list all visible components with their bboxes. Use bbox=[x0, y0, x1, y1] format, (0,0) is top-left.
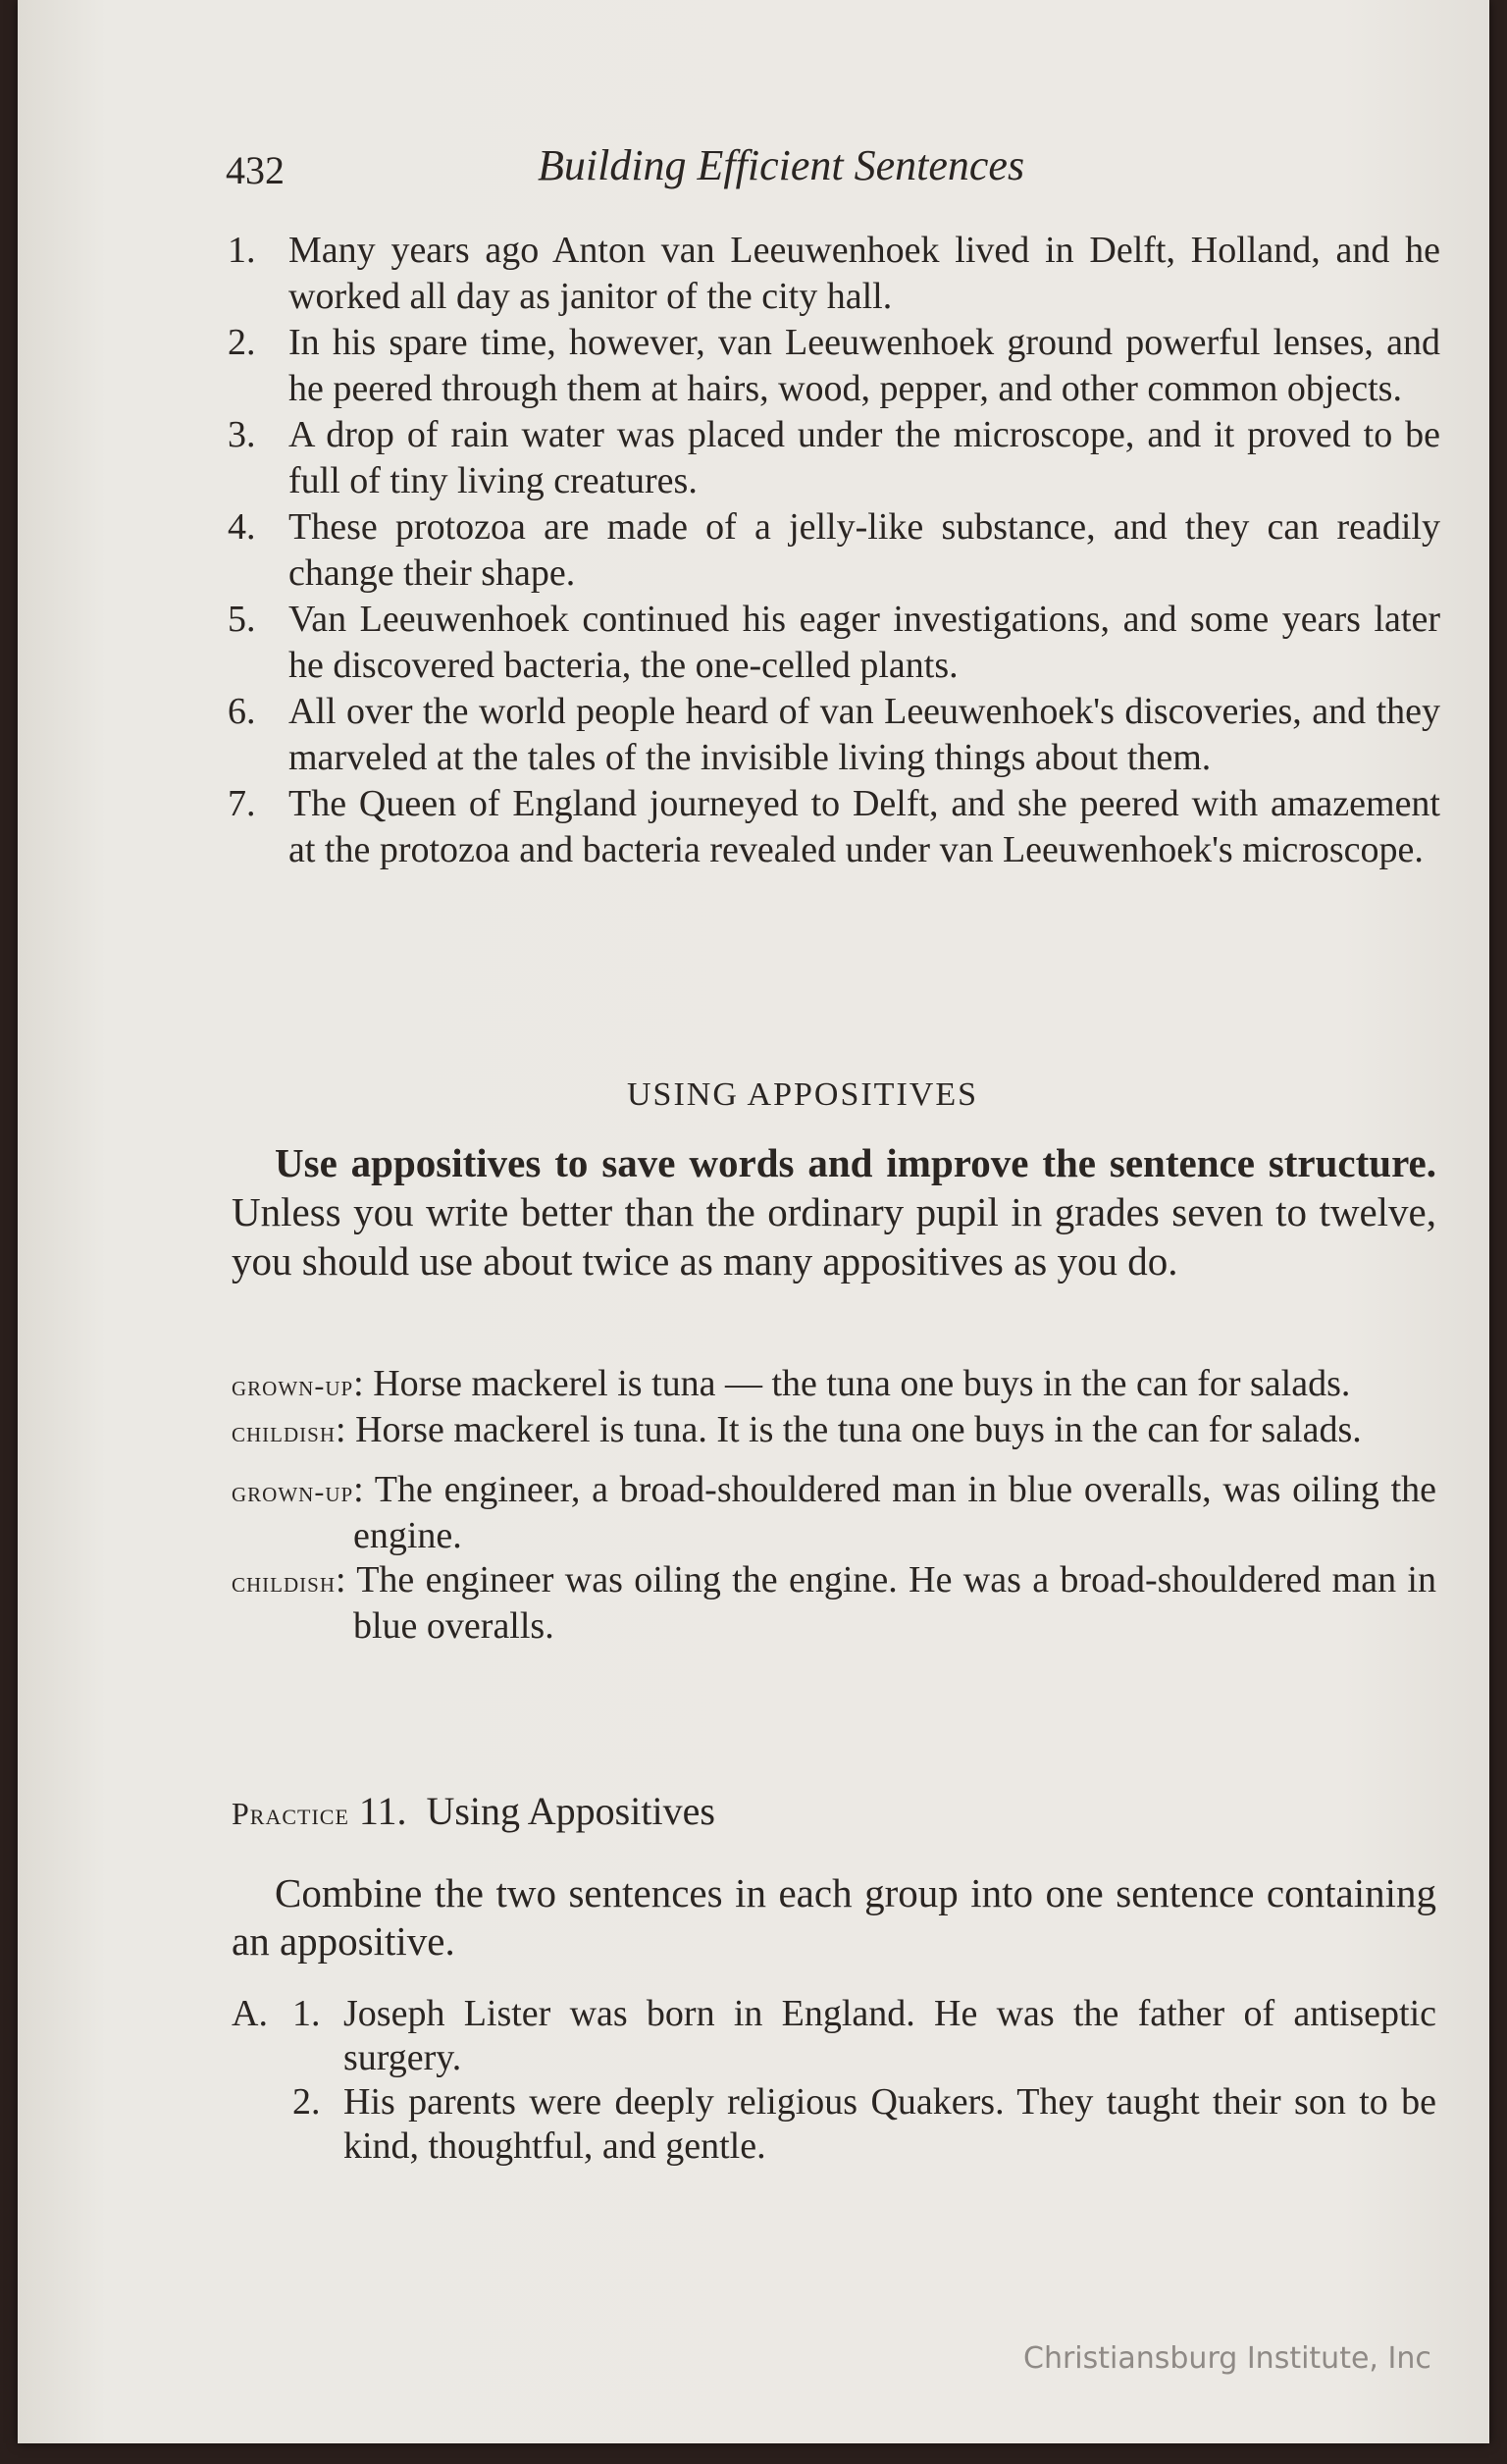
example-childish: childish: Horse mackerel is tuna. It is the tuna one buys in the can for salads. bbox=[232, 1409, 1362, 1450]
item-text: Van Leeuwenhoek continued his eager investigations, and some years later he discovered bacteria, the one-celled plants. bbox=[288, 599, 1440, 686]
practice-label: Practice bbox=[232, 1796, 349, 1831]
item-number: 1. bbox=[228, 230, 256, 271]
practice-title bbox=[232, 1788, 715, 1834]
intro-rest: Unless you write better than the ordinary pupil in grades seven to twelve, you should use about twice as many appositives as you do. bbox=[232, 1189, 1436, 1284]
item-number: 2. bbox=[292, 2081, 321, 2123]
practice-instructions: Combine the two sentences in each group into one sentence containing an appositive. bbox=[232, 1870, 1436, 1964]
example-text: The engineer was oiling the engine. He was a broad-shouldered man in blue overalls. bbox=[353, 1559, 1436, 1647]
example-grown-up: grown-up: Horse mackerel is tuna — the tuna one buys in the can for salads. bbox=[232, 1363, 1351, 1404]
example-label: childish bbox=[232, 1416, 336, 1448]
example-label: grown-up bbox=[232, 1370, 354, 1402]
item-number: 3. bbox=[228, 414, 256, 455]
item-text: These protozoa are made of a jelly-like substance, and they can readily change their shape. bbox=[288, 506, 1440, 594]
item-number: 2. bbox=[228, 322, 256, 363]
example-text: Horse mackerel is tuna — the tuna one buys in the can for salads. bbox=[373, 1363, 1351, 1404]
exercise-group-label: A. bbox=[232, 1993, 268, 2034]
list-item bbox=[232, 1992, 1436, 2080]
page-number: 432 bbox=[226, 148, 285, 192]
practice-name: Using Appositives bbox=[426, 1789, 715, 1833]
item-text: The Queen of England journeyed to Delft, and she peered with amazement at the protozoa and bacteria revealed under van Leeuwenhoek's microscope. bbox=[288, 783, 1440, 870]
item-number: 1. bbox=[292, 1993, 321, 2034]
list-item bbox=[228, 689, 1440, 780]
book-page bbox=[18, 0, 1489, 2443]
item-text: All over the world people heard of van Leeuwenhoek's discoveries, and they marveled at the tales of the invisible living things about them. bbox=[288, 691, 1440, 778]
item-number: 7. bbox=[228, 783, 256, 824]
item-text: His parents were deeply religious Quakers. They taught their son to be kind, thoughtful, and gentle. bbox=[343, 2081, 1436, 2167]
example-grown-up: grown-up: The engineer, a broad-shouldered man in blue overalls, was oiling the engine. bbox=[232, 1469, 1436, 1556]
list-item bbox=[228, 320, 1440, 411]
running-head: Building Efficient Sentences bbox=[538, 141, 1025, 189]
list-item bbox=[228, 597, 1440, 688]
numbered-sentence-list bbox=[228, 228, 1440, 873]
item-number: 5. bbox=[228, 599, 256, 640]
list-item bbox=[228, 781, 1440, 872]
item-text: Joseph Lister was born in England. He was the father of antiseptic surgery. bbox=[343, 1993, 1436, 2078]
watermark: Christiansburg Institute, Inc bbox=[1023, 2341, 1431, 2376]
item-text: A drop of rain water was placed under the microscope, and it proved to be full of tiny living creatures. bbox=[288, 414, 1440, 501]
intro-lead: Use appositives to save words and improve the sentence structure. bbox=[275, 1140, 1436, 1185]
item-number: 6. bbox=[228, 691, 256, 732]
item-text: In his spare time, however, van Leeuwenhoek ground powerful lenses, and he peered through them at hairs, wood, pepper, and other common objects. bbox=[288, 322, 1440, 409]
example-childish: childish: The engineer was oiling the engine. He was a broad-shouldered man in blue overalls. bbox=[232, 1559, 1436, 1647]
example-label: grown-up bbox=[232, 1476, 354, 1508]
list-item bbox=[228, 228, 1440, 319]
item-number: 4. bbox=[228, 506, 256, 548]
list-item bbox=[228, 412, 1440, 503]
section-heading: USING APPOSITIVES bbox=[627, 1076, 978, 1113]
exercise-list bbox=[232, 1992, 1436, 2169]
example-list bbox=[232, 1362, 1436, 1649]
section-intro bbox=[232, 1138, 1436, 1285]
item-text: Many years ago Anton van Leeuwenhoek lived in Delft, Holland, and he worked all day as janitor of the city hall. bbox=[288, 230, 1440, 317]
list-item bbox=[232, 2080, 1436, 2169]
example-text: Horse mackerel is tuna. It is the tuna one buys in the can for salads. bbox=[355, 1409, 1362, 1450]
practice-number: 11. bbox=[358, 1789, 407, 1833]
list-item bbox=[228, 504, 1440, 596]
exercise-group-spacer bbox=[232, 2080, 292, 2169]
example-label: childish bbox=[232, 1566, 336, 1599]
example-text: The engineer, a broad-shouldered man in blue overalls, was oiling the engine. bbox=[353, 1469, 1436, 1556]
